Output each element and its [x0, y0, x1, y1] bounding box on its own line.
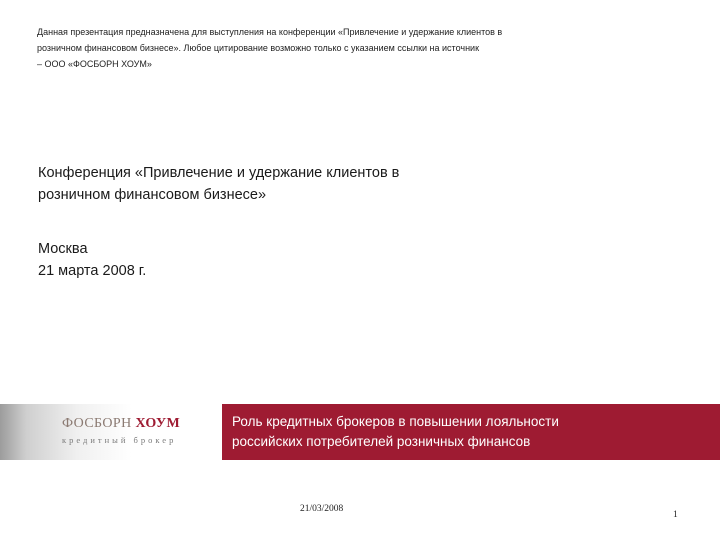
disclaimer-line-1: Данная презентация предназначена для выступления на конференции «Привлечение и удержание клиентов в [37, 27, 503, 37]
presentation-subject [232, 412, 702, 452]
logo-word-1: ФОСБОРН [62, 416, 132, 431]
city: Москва [38, 241, 88, 257]
conference-title [38, 162, 598, 206]
disclaimer [37, 24, 677, 72]
conference-title-line-2: розничном финансовом бизнесе» [38, 187, 267, 203]
conference-title-line-1: Конференция «Привлечение и удержание клиентов в [38, 165, 400, 181]
disclaimer-line-3: – ООО «ФОСБОРН ХОУМ» [37, 59, 152, 69]
company-logo [62, 416, 212, 452]
logo-tagline: кредитный брокер [62, 435, 177, 445]
footer-date: 21/03/2008 [300, 504, 344, 514]
subject-line-1: Роль кредитных брокеров в повышении лояльности [232, 414, 559, 429]
event-date: 21 марта 2008 г. [38, 263, 147, 279]
page-number: 1 [673, 510, 678, 520]
disclaimer-line-2: розничном финансовом бизнесе». Любое цитирование возможно только с указанием ссылки на источник [37, 43, 480, 53]
subject-line-2: российских потребителей розничных финансов [232, 434, 531, 449]
subject-band [222, 404, 720, 460]
logo-wordmark [62, 416, 212, 432]
logo-word-2: ХОУМ [135, 416, 181, 431]
place-and-date [38, 238, 438, 282]
